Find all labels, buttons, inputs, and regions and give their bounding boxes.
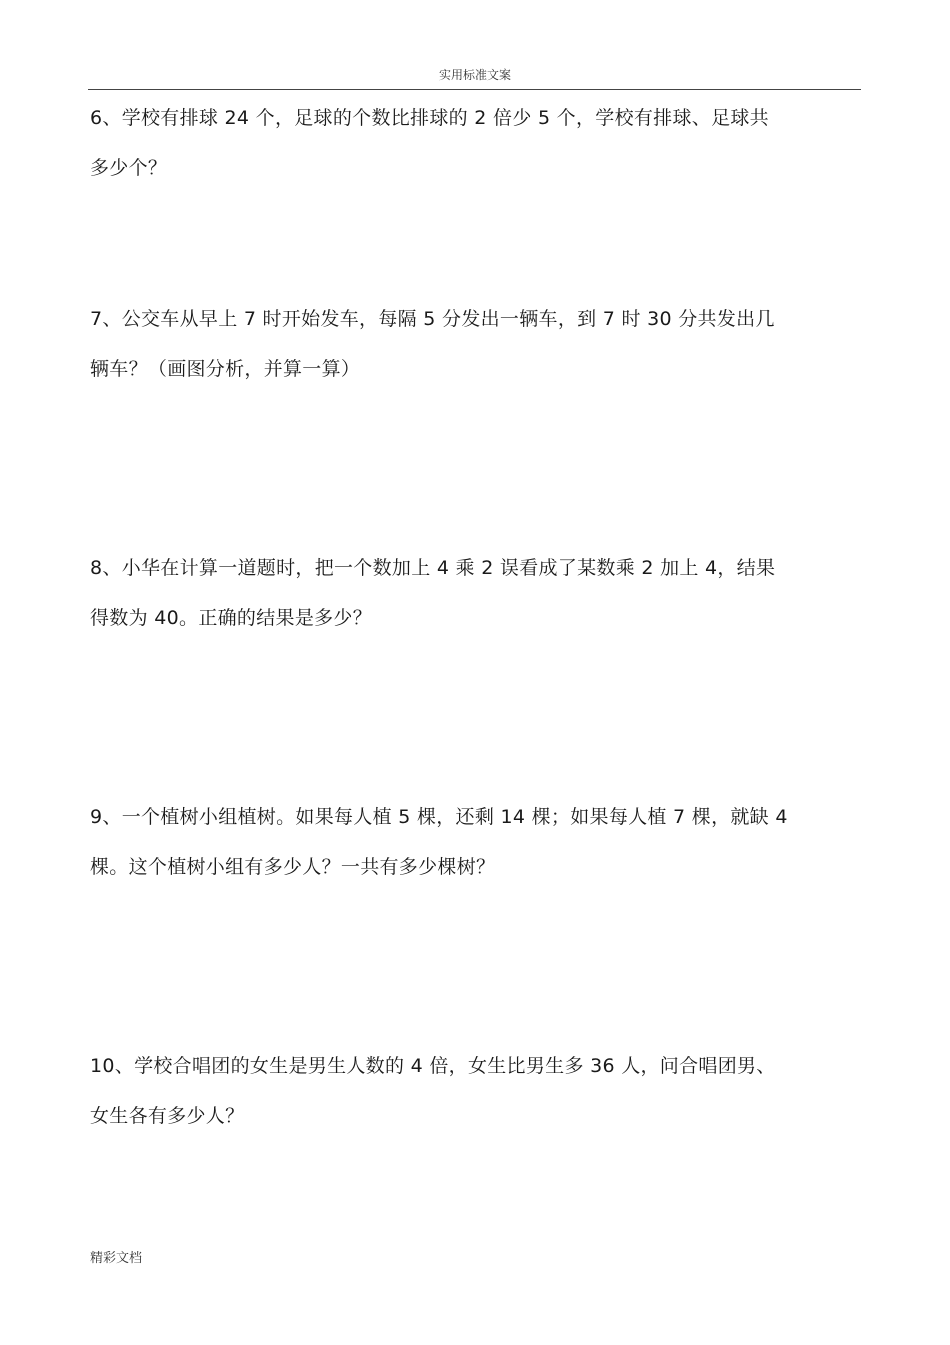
problem-9-line-1: 9、一个植树小组植树。如果每人植 5 棵，还剩 14 棵；如果每人植 7 棵，就缺 4 (90, 806, 788, 828)
problem-7-line-1: 7、公交车从早上 7 时开始发车，每隔 5 分发出一辆车，到 7 时 30 分共发出几 (90, 308, 775, 330)
problem-10-line-1: 10、学校合唱团的女生是男生人数的 4 倍，女生比男生多 36 人，问合唱团男、 (90, 1055, 776, 1077)
problem-9-line-2: 棵。这个植树小组有多少人？一共有多少棵树？ (90, 856, 496, 878)
problem-10 (90, 1041, 865, 1141)
problem-6-line-2: 多少个？ (90, 157, 168, 179)
problem-9 (90, 792, 865, 892)
page-header-title: 实用标准文案 (438, 68, 511, 82)
problem-8-line-2: 得数为 40。正确的结果是多少？ (90, 607, 373, 629)
problem-8-line-1: 8、小华在计算一道题时，把一个数加上 4 乘 2 误看成了某数乘 2 加上 4，结果 (90, 557, 776, 579)
problem-6 (90, 93, 865, 193)
problem-7-line-2: 辆车？（画图分析，并算一算） (90, 358, 361, 380)
problem-7 (90, 294, 865, 394)
header-divider (88, 89, 861, 90)
problem-6-line-1: 6、学校有排球 24 个，足球的个数比排球的 2 倍少 5 个，学校有排球、足球共 (90, 107, 769, 129)
page-footer-text: 精彩文档 (90, 1251, 143, 1266)
problem-10-line-2: 女生各有多少人？ (90, 1105, 245, 1127)
problem-8 (90, 543, 865, 643)
